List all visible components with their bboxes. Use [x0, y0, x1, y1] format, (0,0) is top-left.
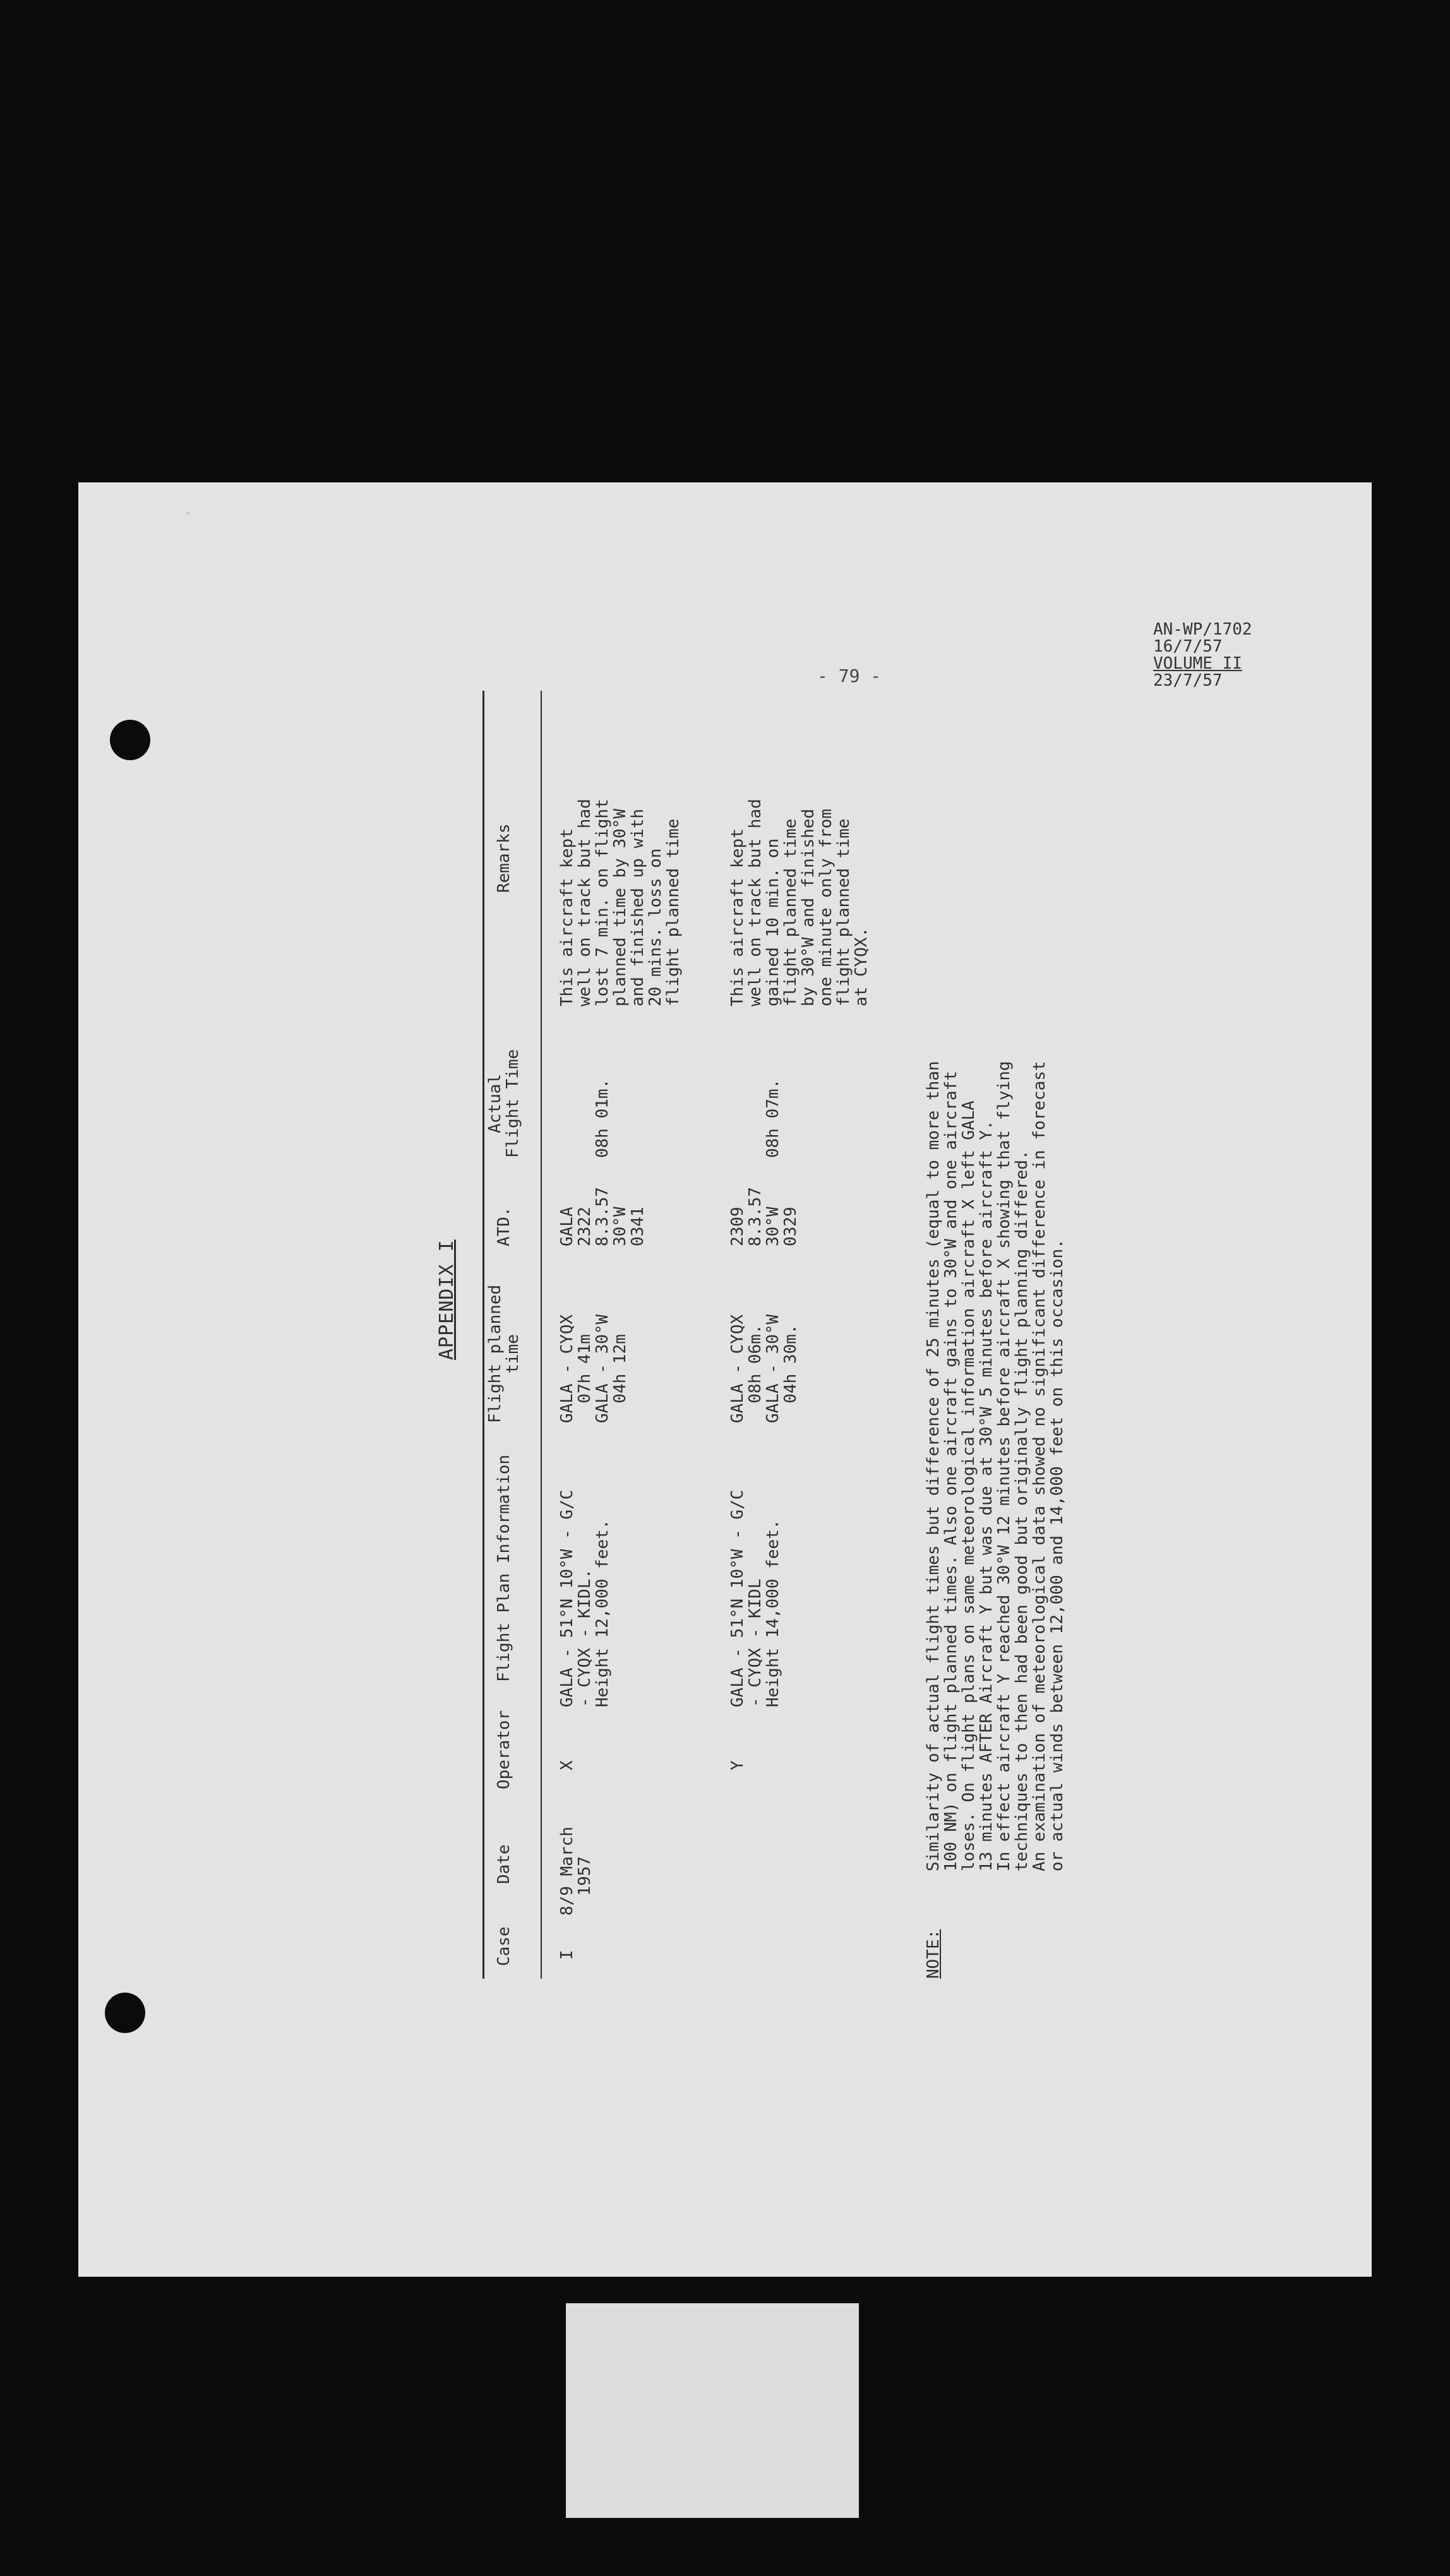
row1-atd: GALA 2322 8.3.57 30°W 0341 [558, 1187, 647, 1246]
note-text: Similarity of actual flight times but difference of 25 minutes (equal to more than 100 NM) on flight planned times. Also one aircraft gains to 30°W and one aircraft loses. On flight plans on same meteorological information aircraft X left GALA 13 minutes AFTER Aircraft Y but was due at 30°W 5 minutes before aircraft Y. In effect aircraft Y reached 30°W 12 minutes before aircraft X showing that flying techniques to then had been good but originally flight planning differed. An examination of meteorological data showed no significant difference in forecast or actual winds between 12,000 and 14,000 feet on this occasion. [924, 1061, 1067, 1871]
punch-hole-top [110, 720, 150, 760]
page-number: - 79 - [817, 665, 882, 686]
scan-speck [186, 511, 189, 515]
row1-actual-flight-time: 08h 01m. [593, 1078, 612, 1158]
row2-remarks: This aircraft kept well on track but had gained 10 min. on flight planned time by 30°W and finished one minute only from flight planned time at CYQX. [728, 799, 871, 1006]
lower-page-stub [566, 2303, 859, 2518]
punch-hole-bottom [105, 1993, 145, 2033]
doc-date-1: 16/7/57 [1153, 637, 1223, 656]
note-label: NOTE: [924, 1929, 943, 1979]
header-flight-plan: Flight Plan Information [494, 1454, 513, 1682]
document-page [78, 482, 1372, 2277]
header-flight-planned-time: Flight planned time [486, 1284, 522, 1423]
doc-ref: AN-WP/1702 [1153, 620, 1252, 639]
row1-date: 8/9 March 1957 [558, 1827, 594, 1916]
table-top-rule [482, 691, 484, 1979]
row1-operator: X [558, 1760, 577, 1770]
row2-actual-flight-time: 08h 07m. [764, 1078, 782, 1158]
volume-label: VOLUME II [1153, 654, 1242, 673]
row2-operator: Y [728, 1760, 747, 1770]
row1-flight-plan: GALA - 51°N 10°W - G/C - CYQX - KIDL. Height 12,000 feet. [558, 1489, 612, 1707]
header-case: Case [494, 1926, 513, 1966]
rotated-content [438, 590, 1259, 1979]
row2-flight-planned-time: GALA - CYQX 08h 06m. GALA - 30°W 04h 30m. [728, 1314, 800, 1423]
row1-remarks: This aircraft kept well on track but had lost 7 min. on flight planned time by 30°W and finished up with 20 mins. loss on flight planned time [558, 799, 683, 1006]
header-remarks: Remarks [494, 823, 513, 893]
header-atd: ATD. [494, 1207, 513, 1246]
row2-atd: 2309 8.3.57 30°W 0329 [728, 1187, 800, 1246]
row1-flight-planned-time: GALA - CYQX 07h 41m GALA - 30°W 04h 12m [558, 1314, 630, 1423]
table-header-rule [541, 691, 542, 1979]
appendix-title: APPENDIX I [436, 1239, 458, 1360]
header-operator: Operator [494, 1710, 513, 1789]
header-actual-flight-time: Actual Flight Time [486, 1049, 522, 1158]
doc-date-2: 23/7/57 [1153, 671, 1223, 690]
row2-flight-plan: GALA - 51°N 10°W - G/C - CYQX - KIDL Height 14,000 feet. [728, 1489, 782, 1707]
row1-case: I [558, 1950, 577, 1960]
header-date: Date [494, 1844, 513, 1884]
